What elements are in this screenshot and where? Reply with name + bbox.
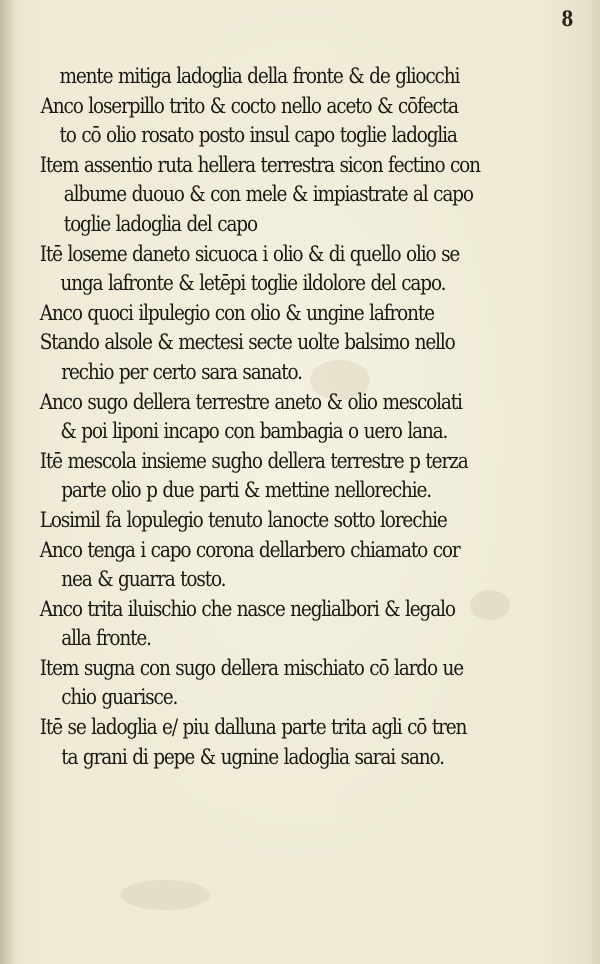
text-line: rechio per certo sara sanato. bbox=[61, 359, 302, 385]
text-line: toglie ladoglia del capo bbox=[63, 211, 257, 237]
text-line: nea & guarra tosto. bbox=[61, 567, 226, 593]
text-line: alla fronte. bbox=[61, 626, 151, 652]
text-line: Item assentio ruta hellera terrestra sicon fectino con bbox=[39, 152, 480, 178]
text-line: albume duouo & con mele & impiastrate al capo bbox=[63, 182, 473, 208]
text-line: Anco sugo dellera terrestre aneto & olio mescolati bbox=[39, 389, 462, 415]
text-line: Losimil fa lopulegio tenuto lanocte sotto lorechie bbox=[39, 507, 447, 533]
text-line: Itē loseme daneto sicuoca i olio & di quello olio se bbox=[39, 241, 460, 267]
text-line: & poi liponi incapo con bambagia o uero lana. bbox=[60, 419, 448, 445]
paper-stain bbox=[120, 880, 210, 910]
text-line: chio guarisce. bbox=[61, 685, 178, 711]
text-line: parte olio p due parti & mettine nellorechie. bbox=[61, 478, 432, 504]
text-line: Anco loserpillo trito & cocto nello aceto & cōfecta bbox=[40, 93, 458, 119]
text-line: Stando alsole & mectesi secte uolte balsimo nello bbox=[39, 330, 455, 356]
text-line: Anco tenga i capo corona dellarbero chiamato cor bbox=[39, 537, 460, 563]
text-line: Anco quoci ilpulegio con olio & ungine lafronte bbox=[39, 300, 434, 326]
text-line: Item sugna con sugo dellera mischiato cō lardo ue bbox=[39, 655, 464, 681]
text-line: Anco trita iluischio che nasce neglialbori & legalo bbox=[39, 596, 455, 622]
text-line: mente mitiga ladoglia della fronte & de gliocchi bbox=[59, 64, 460, 89]
text-line: unga lafronte & letēpi toglie ildolore del capo. bbox=[60, 271, 446, 297]
page-number: 8 bbox=[561, 6, 574, 31]
text-line: to cō olio rosato posto insul capo toglie ladoglia bbox=[59, 123, 457, 149]
text-line: Itē se ladoglia e/ piu dalluna parte trita agli cō tren bbox=[39, 715, 467, 741]
text-block bbox=[38, 62, 578, 772]
gutter-shadow bbox=[0, 0, 14, 964]
text-line: ta grani di pepe & ugnine ladoglia sarai sano. bbox=[61, 744, 444, 770]
text-line: Itē mescola insieme sugho dellera terrestre p terza bbox=[39, 448, 468, 474]
